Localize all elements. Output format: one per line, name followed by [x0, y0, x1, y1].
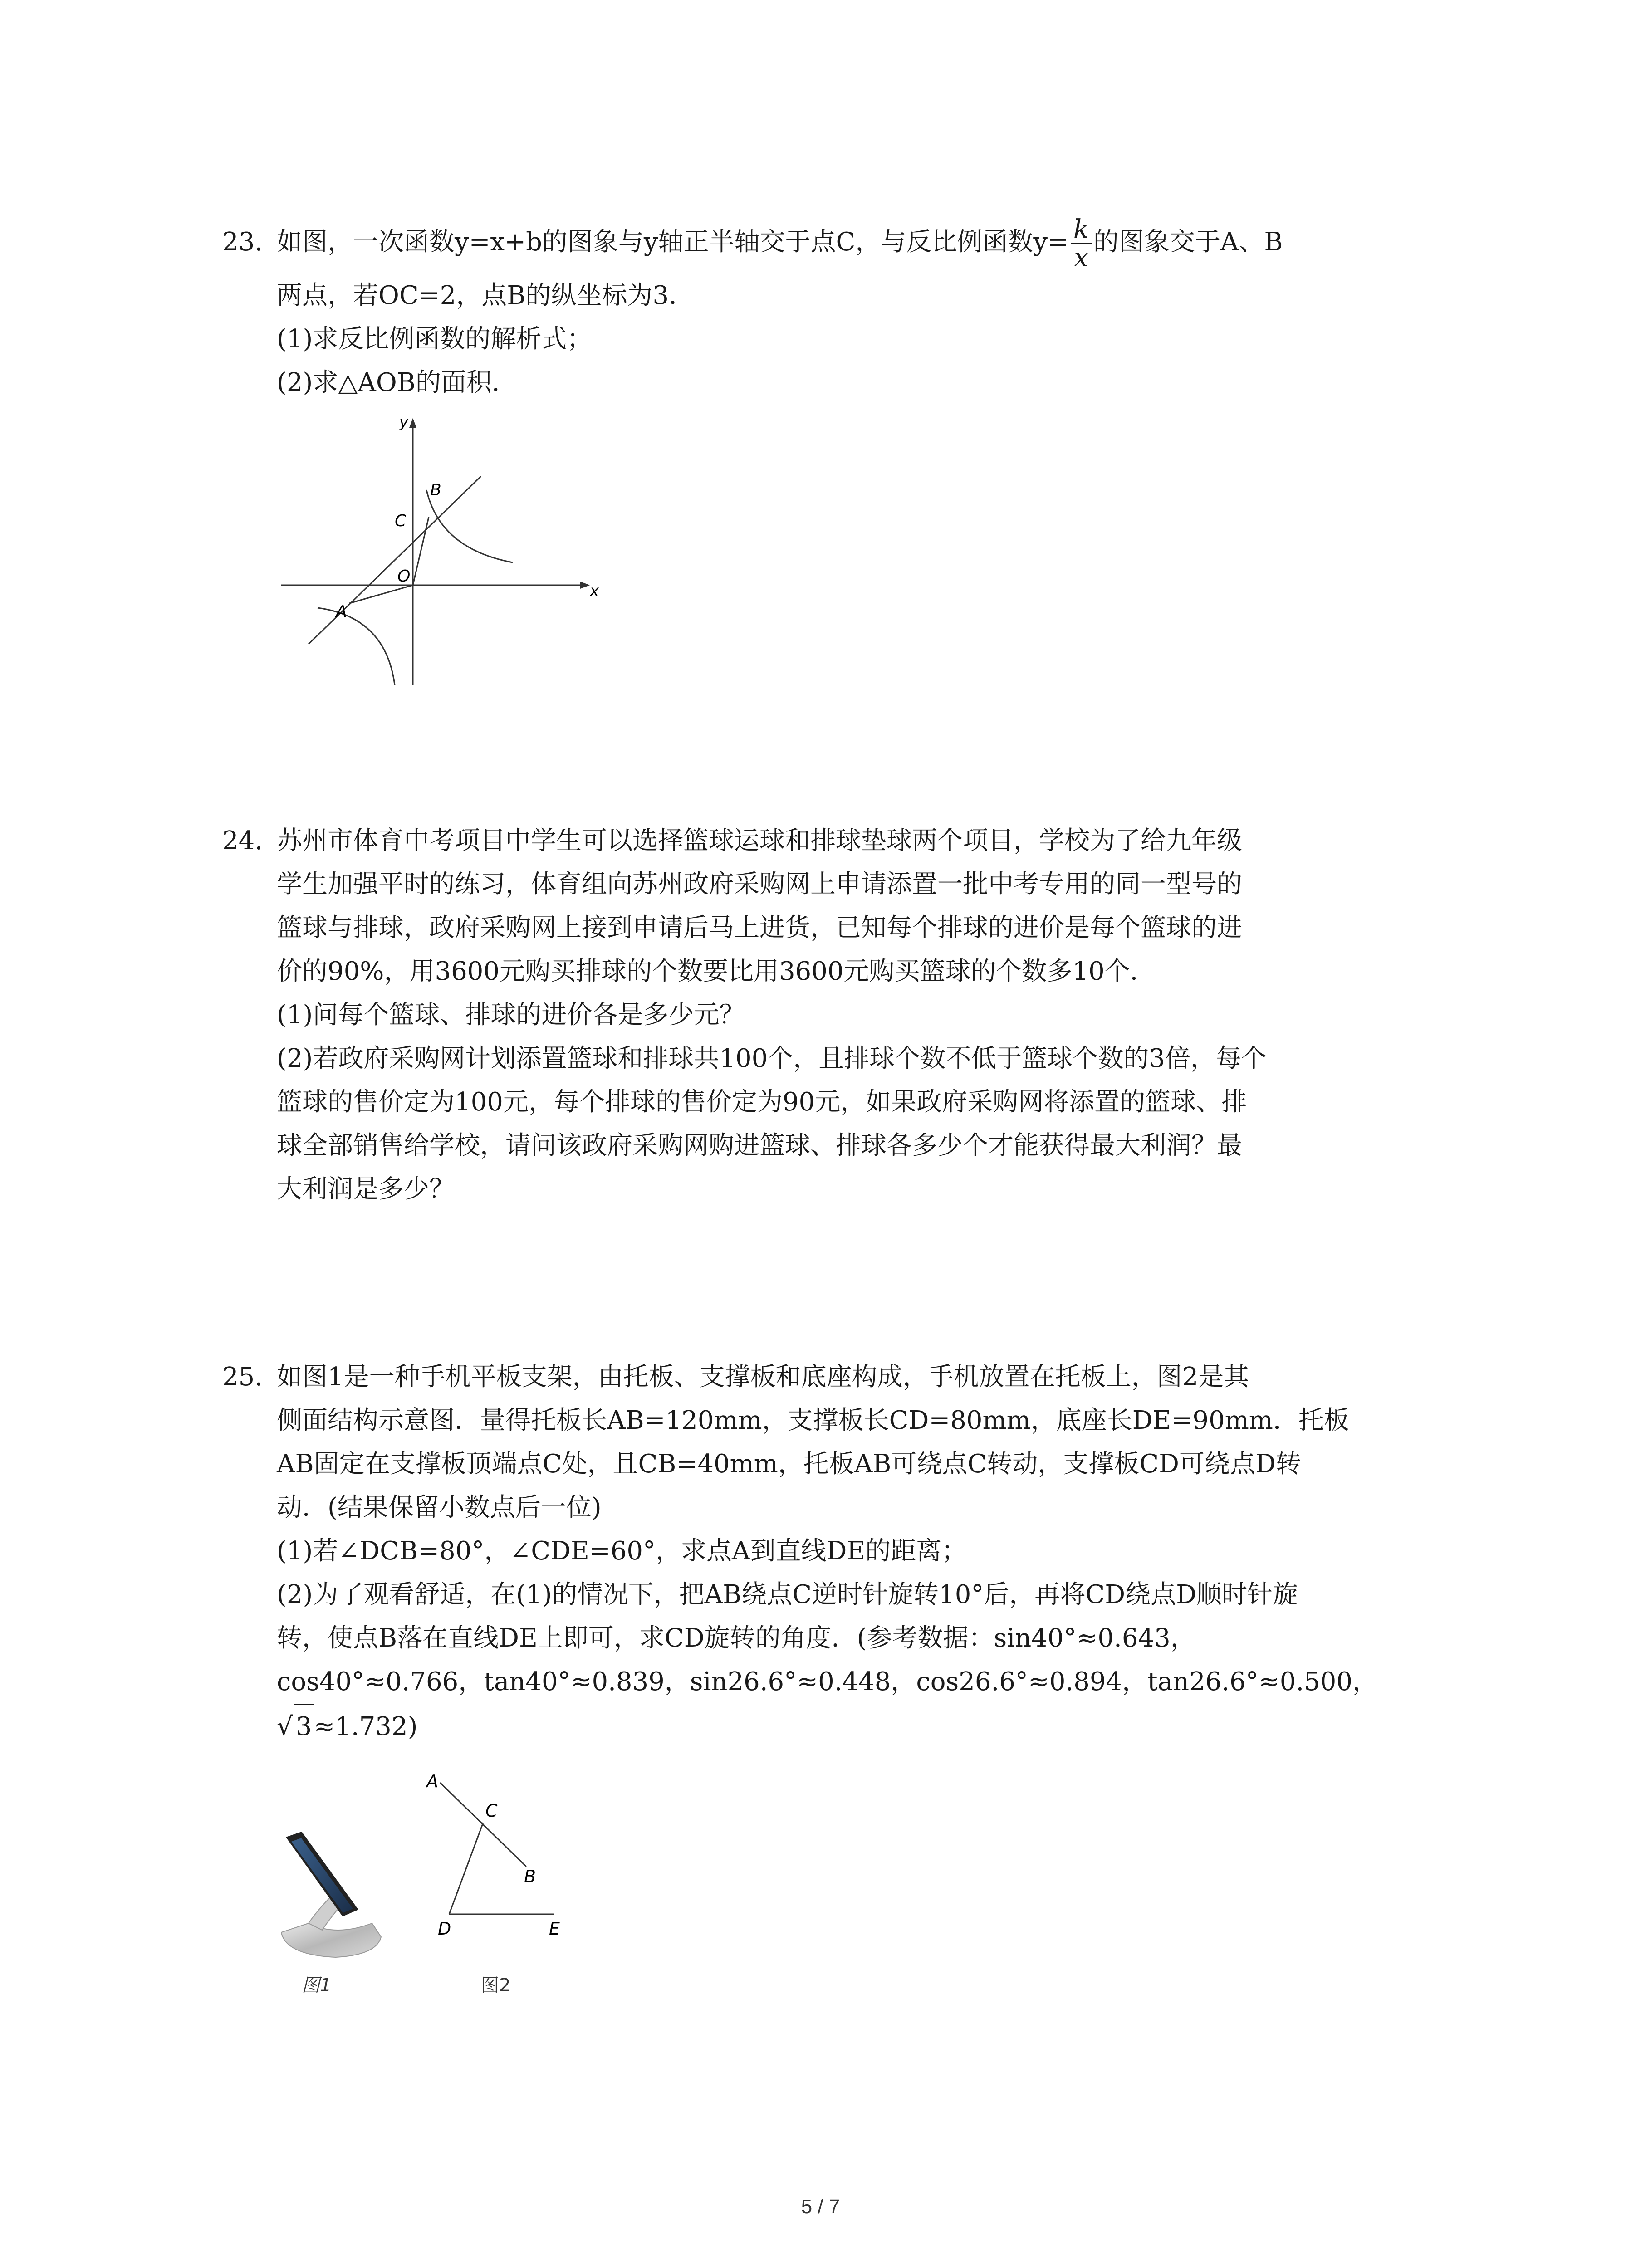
- q25-text-2d: ≈1.732): [314, 1712, 418, 1741]
- q23-fraction: [1071, 216, 1092, 272]
- q25-part-2b: 转，使点B落在直线DE上即可，求CD旋转的角度．(参考数据：sin40°≈0.643，: [277, 1623, 1196, 1653]
- q25-figure-2: [422, 1774, 612, 2002]
- q24-part-2a: (2)若政府采购网计划添置篮球和排球共100个，且排球个数不低于篮球个数的3倍，每个: [277, 1044, 1267, 1073]
- q23-fig-label-x: x: [590, 582, 599, 600]
- q23-figure: [272, 417, 599, 691]
- q23-fig-label-y: y: [399, 417, 409, 431]
- q25-part-2a: (2)为了观看舒适，在(1)的情况下，把AB绕点C逆时针旋转10°后，再将CD绕点D顺时针旋: [277, 1580, 1298, 1609]
- phone-icon: [286, 1832, 358, 1916]
- q25-fig2-label-E: E: [549, 1919, 560, 1939]
- q25-part-1: (1)若∠DCB=80°，∠CDE=60°，求点A到直线DE的距离；: [277, 1536, 967, 1566]
- q23-fig-label-B: B: [430, 481, 441, 499]
- q25-fig1-caption: 图1: [302, 1975, 332, 1996]
- q25-line-2: 侧面结构示意图．量得托板长AB=120mm，支撑板长CD=80mm，底座长DE=90mm．托板: [277, 1406, 1349, 1435]
- q23-fig-label-C: C: [395, 512, 407, 530]
- q23-text-1b: 的图象交于A、B: [1093, 227, 1283, 257]
- q24-line-2: 学生加强平时的练习，体育组向苏州政府采购网上申请添置一批中考专用的同一型号的: [277, 870, 1242, 899]
- q25-fig2-label-D: D: [438, 1919, 451, 1939]
- q23-fig-label-O: O: [397, 567, 411, 586]
- q25-part-2c: cos40°≈0.766，tan40°≈0.839，sin26.6°≈0.448，cos26.6°≈0.894，tan26.6°≈0.500，: [277, 1667, 1378, 1696]
- q23-frac-denominator: x: [1074, 243, 1088, 273]
- question-24: [222, 819, 1447, 1211]
- q23-number: 23.: [222, 227, 263, 257]
- q23-text-1a: 如图，一次函数y=x+b的图象与y轴正半轴交于点C，与反比例函数y=: [277, 227, 1069, 257]
- q23-fig-label-A: A: [336, 602, 347, 621]
- q23-line-2: 两点，若OC=2，点B的纵坐标为3．: [277, 281, 695, 310]
- q23-line-1: [222, 215, 1447, 273]
- question-23: [222, 215, 1447, 405]
- q24-part-2b: 篮球的售价定为100元，每个排球的售价定为90元，如果政府采购网将添置的篮球、排: [277, 1087, 1247, 1117]
- q24-line-4: 价的90%，用3600元购买排球的个数要比用3600元购买篮球的个数多10个．: [277, 957, 1156, 986]
- q23-part-2: (2)求△AOB的面积．: [277, 368, 517, 397]
- q24-line-1: [222, 819, 1447, 863]
- q25-line-4: 动．(结果保留小数点后一位): [277, 1493, 602, 1522]
- q24-part-1: (1)问每个篮球、排球的进价各是多少元？: [277, 1000, 745, 1030]
- question-25: [222, 1355, 1447, 1747]
- q25-fig2-label-C: C: [485, 1801, 498, 1821]
- q25-text-1: 如图1是一种手机平板支架，由托板、支撑板和底座构成，手机放置在托板上，图2是其: [277, 1362, 1249, 1392]
- q24-part-2d: 大利润是多少？: [277, 1174, 455, 1204]
- q25-figure-1: [268, 1819, 404, 2002]
- q24-number: 24.: [222, 826, 263, 855]
- q25-fig2-caption: 图2: [481, 1975, 511, 1996]
- page-number: 5 / 7: [801, 2195, 840, 2218]
- q23-frac-numerator: k: [1071, 216, 1092, 244]
- q25-number: 25.: [222, 1362, 263, 1392]
- q24-part-2c: 球全部销售给学校，请问该政府采购网购进篮球、排球各多少个才能获得最大利润？最: [277, 1131, 1242, 1160]
- q25-line-1: [222, 1355, 1447, 1399]
- q25-fig2-label-A: A: [426, 1774, 438, 1791]
- q25-line-3: AB固定在支撑板顶端点C处，且CB=40mm，托板AB可绕点C转动，支撑板CD可绕点D转: [277, 1449, 1301, 1479]
- q25-part-2d: √ 3≈1.732): [222, 1704, 1447, 1747]
- q24-text-1: 苏州市体育中考项目中学生可以选择篮球运球和排球垫球两个项目，学校为了给九年级: [277, 826, 1242, 855]
- q24-line-3: 篮球与排球，政府采购网上接到申请后马上进货，已知每个排球的进价是每个篮球的进: [277, 913, 1242, 943]
- q25-fig2-label-B: B: [524, 1867, 536, 1887]
- q23-part-1: (1)求反比例函数的解析式；: [277, 324, 593, 354]
- q25-sqrt-radicand: 3: [294, 1704, 314, 1749]
